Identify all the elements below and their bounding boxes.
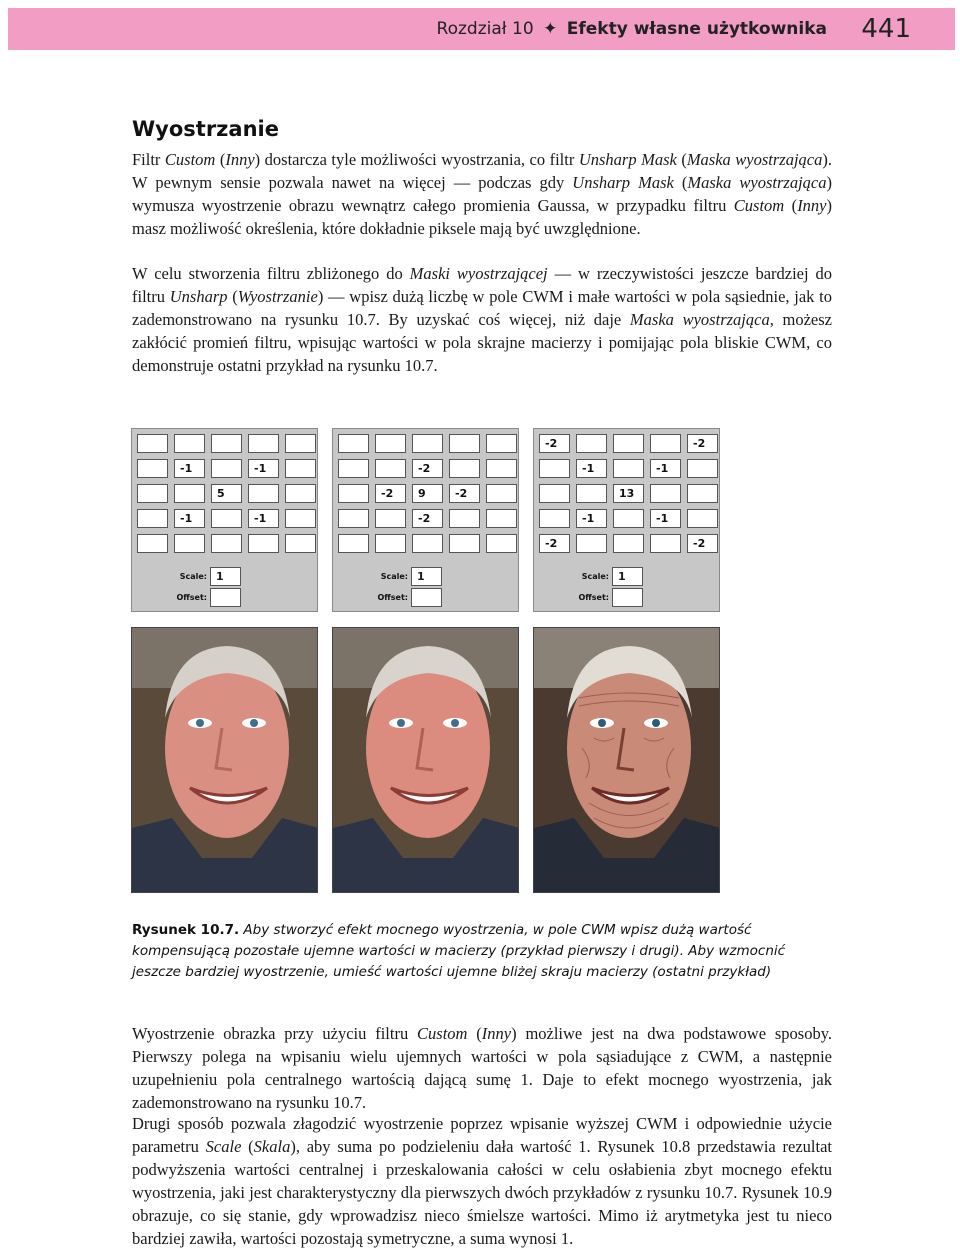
matrix-cell[interactable]: -1	[576, 459, 607, 478]
matrix-cell[interactable]	[211, 534, 242, 553]
matrix-cell[interactable]	[248, 484, 279, 503]
scale-label: Scale:	[581, 572, 609, 581]
offset-input[interactable]	[612, 588, 643, 607]
matrix-cell[interactable]	[375, 459, 406, 478]
page-number: 441	[861, 14, 911, 44]
matrix-cell[interactable]: -1	[248, 509, 279, 528]
italic-term: Inny	[797, 196, 827, 215]
figure-label: Rysunek 10.7.	[132, 922, 240, 938]
matrix-cell[interactable]: -2	[539, 534, 570, 553]
italic-term: Maska wyostrzająca	[686, 150, 823, 169]
italic-term: Custom	[164, 150, 216, 169]
matrix-cell[interactable]	[338, 459, 369, 478]
matrix-cell[interactable]	[137, 459, 168, 478]
chapter-title: Efekty własne użytkownika	[566, 19, 827, 39]
matrix-cell[interactable]: -2	[687, 434, 718, 453]
matrix-cell[interactable]: -2	[539, 434, 570, 453]
matrix-cell[interactable]	[412, 534, 443, 553]
matrix-cell[interactable]	[613, 459, 644, 478]
italic-term: Skala	[253, 1137, 291, 1156]
page-header	[8, 8, 955, 50]
matrix-cell[interactable]: -2	[449, 484, 480, 503]
matrix-cell[interactable]	[650, 534, 681, 553]
matrix-cell[interactable]	[375, 434, 406, 453]
matrix-cell[interactable]	[449, 534, 480, 553]
matrix-cell[interactable]	[486, 459, 517, 478]
scale-input[interactable]: 1	[411, 567, 442, 586]
matrix-cell[interactable]	[174, 534, 205, 553]
matrix-cell[interactable]	[449, 509, 480, 528]
italic-term: Scale	[205, 1137, 242, 1156]
offset-input[interactable]	[210, 588, 241, 607]
italic-term: Maski wyostrzającej	[409, 264, 548, 283]
matrix-cell[interactable]	[449, 459, 480, 478]
matrix-cell[interactable]	[539, 484, 570, 503]
matrix-cell[interactable]: -1	[576, 509, 607, 528]
matrix-cell[interactable]	[174, 434, 205, 453]
portrait-icon	[333, 628, 519, 893]
italic-term: Unsharp	[169, 287, 228, 306]
italic-term: Inny	[225, 150, 255, 169]
italic-term: Wyostrzanie	[237, 287, 318, 306]
italic-term: Custom	[417, 1024, 468, 1043]
kernel-matrix	[539, 434, 718, 553]
matrix-cell[interactable]	[137, 509, 168, 528]
italic-term: Maska wyostrzająca	[629, 310, 770, 329]
matrix-cell[interactable]: -1	[174, 459, 205, 478]
italic-term: Maska wyostrzająca	[687, 173, 827, 192]
kernel-matrix	[338, 434, 517, 553]
matrix-cell[interactable]: -1	[248, 459, 279, 478]
matrix-cell[interactable]	[285, 459, 316, 478]
matrix-cell[interactable]	[486, 534, 517, 553]
matrix-cell[interactable]	[650, 434, 681, 453]
offset-input[interactable]	[411, 588, 442, 607]
matrix-cell[interactable]	[576, 484, 607, 503]
offset-label: Offset:	[176, 593, 207, 602]
portrait-icon	[132, 628, 318, 893]
matrix-cell[interactable]	[486, 509, 517, 528]
matrix-cell[interactable]	[137, 484, 168, 503]
matrix-cell[interactable]	[248, 434, 279, 453]
matrix-cell[interactable]	[338, 534, 369, 553]
matrix-cell[interactable]	[137, 434, 168, 453]
scale-label: Scale:	[380, 572, 408, 581]
matrix-cell[interactable]	[486, 484, 517, 503]
matrix-cell[interactable]: -2	[412, 459, 443, 478]
matrix-cell[interactable]: 9	[412, 484, 443, 503]
offset-label: Offset:	[578, 593, 609, 602]
offset-label: Offset:	[377, 593, 408, 602]
matrix-cell[interactable]: 5	[211, 484, 242, 503]
matrix-cell[interactable]	[687, 509, 718, 528]
paragraph-2: W celu stworzenia filtru zbliżonego do Maski wyostrzającej — w rzeczywistości jeszcze bardziej do filtru Unsharp (Wyostrzanie) — wpisz dużą liczbę w pole CWM i małe wartości w pola sąsiednie, jak to zademonstrowano na rysunku 10.7. By uzyskać coś więcej, niż daje Maska wyostrzająca, możesz zakłócić promień filtru, wpisując wartości w pola skrajne macierzy i pomijając pola bliskie CWM, co demonstruje ostatni przykład na rysunku 10.7.	[132, 264, 832, 375]
paragraph-1: Filtr Custom (Inny) dostarcza tyle możliwości wyostrzania, co filtr Unsharp Mask (Maska wyostrzająca). W pewnym sensie pozwala nawet na więcej — podczas gdy Unsharp Mask (Maska wyostrzająca) wymusza wyostrzenie obrazu wewnątrz całego promienia Gaussa, w przypadku filtru Custom (Inny) masz możliwość określenia, które dokładnie piksele mają być uwzględnione.	[132, 150, 833, 238]
italic-term: Custom	[733, 196, 785, 215]
scale-input[interactable]: 1	[210, 567, 241, 586]
matrix-cell[interactable]	[211, 459, 242, 478]
figure-caption-text: Aby stworzyć efekt mocnego wyostrzenia, w pole CWM wpisz dużą wartość kompensującą pozostałe ujemne wartości w macierzy (przykład pierwszy i drugi). Aby wzmocnić jeszcze bardziej wyostrzenie, umieść wartości ujemne bliżej skraju macierzy (ostatni przykład)	[132, 922, 786, 980]
matrix-cell[interactable]	[613, 509, 644, 528]
portrait-photo-3	[533, 627, 720, 893]
matrix-cell[interactable]	[650, 484, 681, 503]
matrix-cell[interactable]	[375, 534, 406, 553]
italic-term: Unsharp Mask	[578, 150, 677, 169]
matrix-cell[interactable]: -1	[174, 509, 205, 528]
star-separator-icon: ✦	[543, 19, 558, 39]
matrix-cell[interactable]: -1	[650, 509, 681, 528]
italic-term: Inny	[481, 1024, 512, 1043]
portrait-photo-2	[332, 627, 519, 893]
running-head	[437, 19, 827, 39]
custom-filter-dialog-3	[533, 428, 720, 612]
matrix-cell[interactable]	[285, 484, 316, 503]
matrix-cell[interactable]	[137, 534, 168, 553]
matrix-cell[interactable]	[211, 509, 242, 528]
section-title: Wyostrzanie	[132, 117, 279, 141]
matrix-cell[interactable]	[375, 509, 406, 528]
chapter-number: Rozdział 10	[436, 19, 534, 39]
matrix-cell[interactable]	[687, 459, 718, 478]
matrix-cell[interactable]	[338, 484, 369, 503]
custom-filter-dialog-2	[332, 428, 519, 612]
matrix-cell[interactable]: -2	[412, 509, 443, 528]
matrix-cell[interactable]	[613, 534, 644, 553]
portrait-photo-1	[131, 627, 318, 893]
matrix-cell[interactable]	[539, 509, 570, 528]
matrix-cell[interactable]	[174, 484, 205, 503]
matrix-cell[interactable]	[338, 509, 369, 528]
scale-label: Scale:	[179, 572, 207, 581]
matrix-cell[interactable]	[285, 509, 316, 528]
kernel-matrix	[137, 434, 316, 553]
matrix-cell[interactable]	[248, 534, 279, 553]
matrix-cell[interactable]	[449, 434, 480, 453]
paragraph-4: Drugi sposób pozwala złagodzić wyostrzenie poprzez wpisanie wyższej CWM i odpowiednie użycie parametru Scale (Skala), aby suma po podzieleniu dała wartość 1. Rysunek 10.8 przedstawia rezultat podwyższenia wartości centralnej i przeskalowania całości w celu osłabienia zbyt mocnego efektu wyostrzenia, jaki jest charakterystyczny dla pierwszych dwóch przykładów z rysunku 10.7. Rysunek 10.9 obrazuje, co się stanie, gdy wprowadzisz nieco śmielsze wartości. Mimo iż arytmetyka jest tu nieco bardziej zawiła, wartości pozostają symetryczne, a suma wynosi 1.	[132, 1114, 832, 1248]
matrix-cell[interactable]	[613, 434, 644, 453]
matrix-cell[interactable]	[211, 434, 242, 453]
matrix-cell[interactable]: 13	[613, 484, 644, 503]
matrix-cell[interactable]	[338, 434, 369, 453]
portrait-icon	[534, 628, 720, 893]
matrix-cell[interactable]	[486, 434, 517, 453]
matrix-cell[interactable]	[412, 434, 443, 453]
matrix-cell[interactable]	[285, 534, 316, 553]
matrix-cell[interactable]	[285, 434, 316, 453]
custom-filter-dialog-1	[131, 428, 318, 612]
italic-term: Unsharp Mask	[572, 173, 674, 192]
matrix-cell[interactable]: -1	[650, 459, 681, 478]
figure-caption	[132, 920, 832, 983]
scale-input[interactable]: 1	[612, 567, 643, 586]
matrix-cell[interactable]	[539, 459, 570, 478]
matrix-cell[interactable]	[576, 534, 607, 553]
matrix-cell[interactable]: -2	[687, 534, 718, 553]
matrix-cell[interactable]	[576, 434, 607, 453]
paragraph-3: Wyostrzenie obrazka przy użyciu filtru Custom (Inny) możliwe jest na dwa podstawowe sposoby. Pierwszy polega na wpisaniu wielu ujemnych wartości w pola sąsiadujące z CWM, a następnie uzupełnieniu pola centralnego wartością dającą sumę 1. Daje to efekt mocnego wyostrzenia, jak zademonstrowano na rysunku 10.7.	[132, 1024, 832, 1112]
matrix-cell[interactable]: -2	[375, 484, 406, 503]
matrix-cell[interactable]	[687, 484, 718, 503]
